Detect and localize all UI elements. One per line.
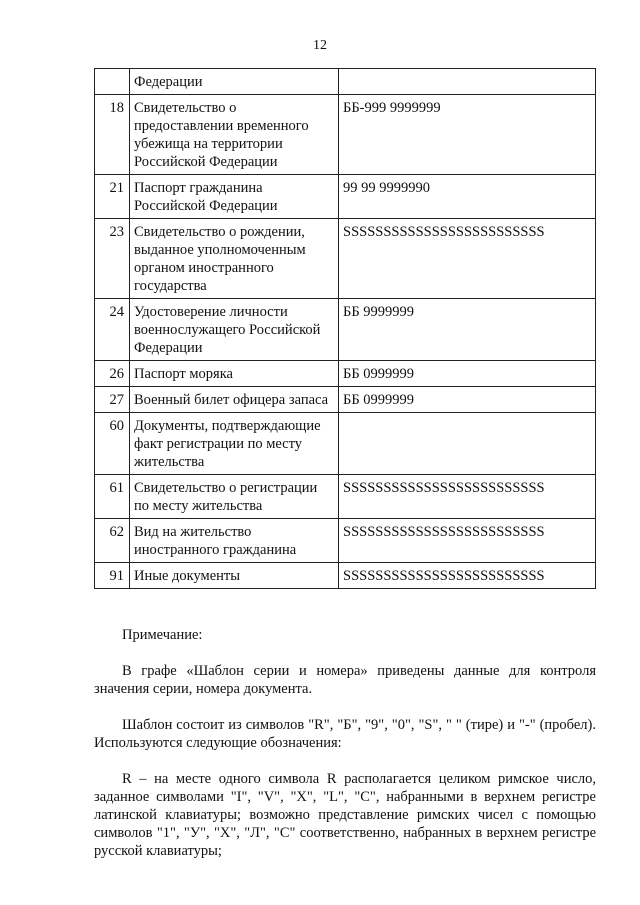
table-row <box>95 413 596 475</box>
series-template: ББ-999 9999999 <box>339 95 596 175</box>
table-row <box>95 361 596 387</box>
row-number <box>95 69 130 95</box>
document-types-table <box>94 68 596 589</box>
table-row <box>95 219 596 299</box>
table-row <box>95 95 596 175</box>
document-name: Удостоверение личности военнослужащего Российской Федерации <box>130 299 339 361</box>
row-number: 27 <box>95 387 130 413</box>
series-template: 99 99 9999990 <box>339 175 596 219</box>
row-number: 23 <box>95 219 130 299</box>
document-name: Свидетельство о регистрации по месту жительства <box>130 475 339 519</box>
series-template: SSSSSSSSSSSSSSSSSSSSSSSSS <box>339 519 596 563</box>
row-number: 18 <box>95 95 130 175</box>
row-number: 91 <box>95 563 130 589</box>
notes-section <box>94 626 596 878</box>
notes-title: Примечание: <box>122 627 203 643</box>
series-template: SSSSSSSSSSSSSSSSSSSSSSSSS <box>339 219 596 299</box>
series-template: SSSSSSSSSSSSSSSSSSSSSSSSS <box>339 563 596 589</box>
notes-paragraph: R – на месте одного символа R располагается целиком римское число, заданное символами "I", "V", "X", "L", "C", набранными в верхнем регистре латинской клавиатуры; возможно представление римских чисел с помощью символов "1", "У", "Х", "Л", "С" соответственно, набранных в верхнем регистре русской клавиатуры; <box>94 771 596 859</box>
table-row <box>95 175 596 219</box>
document-name: Иные документы <box>130 563 339 589</box>
series-template <box>339 413 596 475</box>
series-template: ББ 9999999 <box>339 299 596 361</box>
document-name: Паспорт моряка <box>130 361 339 387</box>
series-template: SSSSSSSSSSSSSSSSSSSSSSSSS <box>339 475 596 519</box>
document-name: Свидетельство о рождении, выданное уполномоченным органом иностранного государства <box>130 219 339 299</box>
notes-paragraph: В графе «Шаблон серии и номера» приведены данные для контроля значения серии, номера документа. <box>94 663 596 697</box>
document-name: Вид на жительство иностранного гражданина <box>130 519 339 563</box>
row-number: 26 <box>95 361 130 387</box>
table-row <box>95 299 596 361</box>
document-name: Паспорт гражданина Российской Федерации <box>130 175 339 219</box>
table-row <box>95 475 596 519</box>
document-name: Свидетельство о предоставлении временного убежища на территории Российской Федерации <box>130 95 339 175</box>
row-number: 61 <box>95 475 130 519</box>
document-name: Федерации <box>130 69 339 95</box>
table-row <box>95 519 596 563</box>
row-number: 21 <box>95 175 130 219</box>
series-template <box>339 69 596 95</box>
notes-paragraph: Шаблон состоит из символов "R", "Б", "9", "0", "S", " " (тире) и "-" (пробел). Используются следующие обозначения: <box>94 717 596 751</box>
row-number: 60 <box>95 413 130 475</box>
document-name: Документы, подтверждающие факт регистрации по месту жительства <box>130 413 339 475</box>
page-number: 12 <box>313 38 327 53</box>
table-row <box>95 563 596 589</box>
series-template: ББ 0999999 <box>339 387 596 413</box>
table-row <box>95 69 596 95</box>
row-number: 62 <box>95 519 130 563</box>
row-number: 24 <box>95 299 130 361</box>
table-row <box>95 387 596 413</box>
series-template: ББ 0999999 <box>339 361 596 387</box>
document-name: Военный билет офицера запаса <box>130 387 339 413</box>
